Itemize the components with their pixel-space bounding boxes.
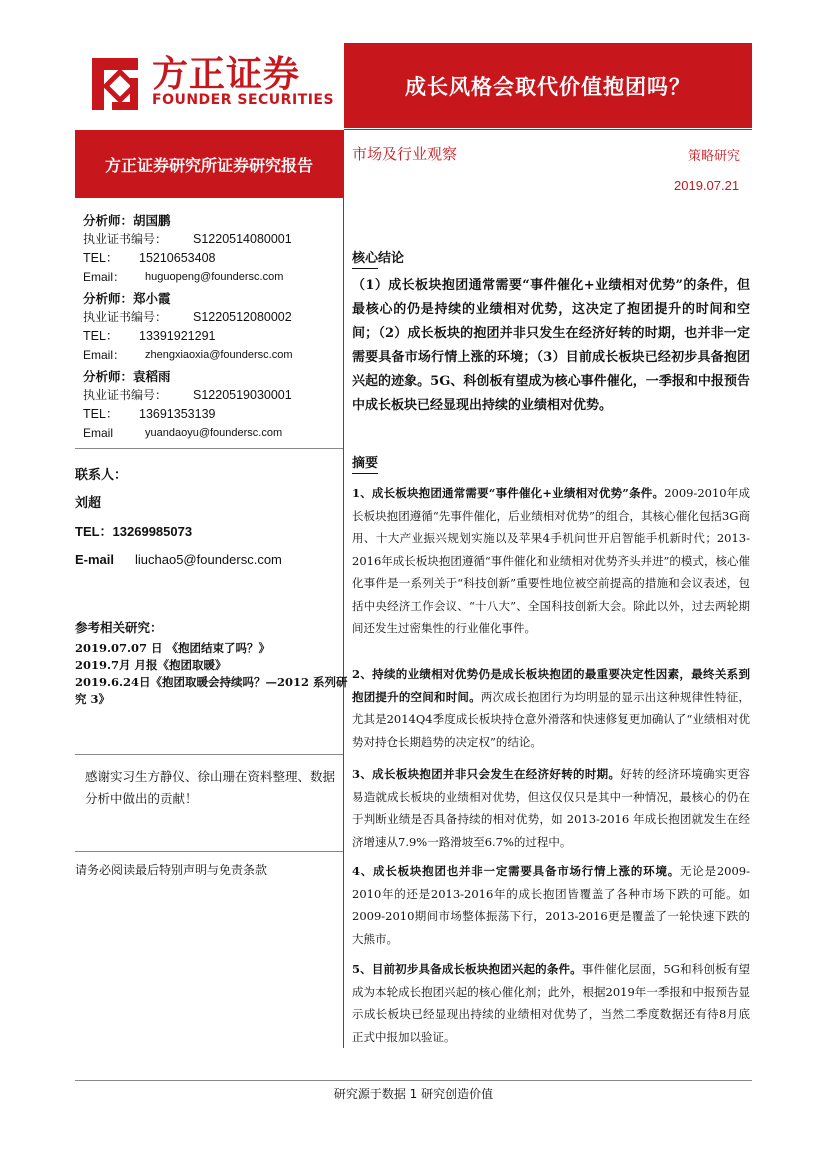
summary-lead: 2、持续的业绩相对优势仍是成长板块抱团的最重要决定性因素，最终关系到抱团提升的空间和时间。 — [352, 667, 750, 704]
contact-label: 联系人： — [75, 468, 128, 483]
summary-body: 好转的经济环境确实更容易造就成长板块的业绩相对优势，但这仅仅只是其中一种情况，最核心的仍在于判断业绩是否具备持续的相对优势，如 2013-2016 年成长抱团就发生在经济增速从7.9%一路滑坡至6.7%的过程中。 — [352, 767, 751, 849]
logo-subtitle: FOUNDER SECURITIES — [152, 92, 335, 108]
section-divider — [75, 851, 343, 852]
cert-label: 执业证书编号： — [83, 310, 168, 324]
email-link[interactable]: zhengxiaoxia@foundersc.com — [145, 349, 293, 361]
analyst-name: 分析师：郑小霞 — [83, 291, 171, 306]
column-divider — [343, 130, 344, 1048]
related-research-item[interactable]: 2019.7月 月报《抱团取暖》 — [75, 658, 227, 672]
footer-divider — [75, 1080, 752, 1081]
email-label: Email — [83, 426, 114, 440]
related-research-item[interactable]: 2019.07.07 日 《抱团结束了吗？》 — [75, 641, 271, 655]
disclaimer-note: 请务必阅读最后特别声明与免责条款 — [75, 863, 268, 877]
summary-lead: 5、目前初步具备成长板块抱团兴起的条件。 — [352, 962, 582, 976]
footer-slogan: 研究源于数据 1 研究创造价值 — [333, 1087, 494, 1101]
contact-name: 刘超 — [75, 496, 102, 511]
section-divider — [75, 448, 343, 449]
report-title-box — [344, 43, 752, 128]
analyst-name: 分析师：胡国鹏 — [83, 213, 171, 228]
tel-number: 13391921291 — [139, 329, 216, 343]
tel-number: 13691353139 — [139, 407, 216, 421]
related-research-item[interactable]: 2019.6.24日《抱团取暖会持续吗？—2012 系列研 — [75, 675, 348, 689]
analyst-name: 分析师：袁稻雨 — [83, 369, 171, 384]
report-banner — [75, 130, 343, 198]
cert-label: 执业证书编号： — [83, 388, 168, 402]
summary-lead: 3、成长板块抱团并非只会发生在经济好转的时期。 — [352, 767, 621, 781]
report-type: 策略研究 — [688, 149, 741, 164]
tel-label: TEL： — [83, 407, 119, 421]
contact-email-label: E-mail — [75, 552, 115, 567]
tel-label: TEL： — [83, 329, 119, 343]
report-date: 2019.07.21 — [674, 178, 740, 193]
analyst-block — [83, 367, 292, 443]
report-banner-text: 方正证券研究所证券研究报告 — [104, 155, 313, 175]
core-conclusion: （1）成长板块抱团通常需要“事件催化+业绩相对优势”的条件，但最核心的仍是持续的业绩相对优势，这决定了抱团提升的时间和空间；（2）成长板块的抱团并非只发生在经济好转的时期，也并非一定需要具备市场行情上涨的环境；（3）目前成长板块已经初步具备抱团兴起的迹象。5G、科创板有望成为核心事件催化，一季报和中报预告中成长板块已经显现出持续的业绩相对优势。 — [352, 278, 750, 413]
report-category: 市场及行业观察 — [352, 145, 458, 163]
cert-number: S1220512080002 — [193, 310, 292, 324]
tel-label: TEL： — [83, 251, 119, 265]
summary-lead: 4、成长板块抱团也并非一定需要具备市场行情上涨的环境。 — [352, 864, 681, 878]
section-divider — [75, 754, 343, 755]
summary-paragraph — [352, 763, 750, 853]
acknowledgement: 感谢实习生方静仪、徐山珊在资料整理、数据分析中做出的贡献！ — [85, 769, 336, 806]
summary-body: 两次成长抱团行为均明显的显示出这种规律性特征，尤其是2014Q4季度成长板块持仓意外滑落和快速修复更加确认了“业绩相对优势对持仓长期趋势的决定权”的结论。 — [352, 689, 751, 749]
email-link[interactable]: huguopeng@foundersc.com — [145, 271, 284, 283]
summary-body: 2009-2010年成长板块抱团遵循“先事件催化，后业绩相对优势”的组合，其核心催化包括3G商用、十大产业振兴规划实施以及苹果4手机问世开启智能手机新时代；2013-2016年成长板块抱团遵循“事件催化和业绩相对优势齐头并进”的模式，核心催化事件是一系列关于“科技创新”重要性地位被空前提高的措施和会议表述，包括中央经济工作会议、“十八大”、全国科技创新大会。除此以外，过去两轮期间还发生过密集性的行业催化事件。 — [352, 486, 750, 635]
company-logo — [86, 52, 335, 116]
email-label: Email： — [83, 270, 126, 284]
cert-number: S1220514080001 — [193, 232, 292, 246]
summary-paragraph — [352, 663, 750, 753]
summary-paragraph — [352, 958, 750, 1048]
summary-paragraph — [352, 482, 750, 640]
logo-name: 方正证券 — [152, 54, 301, 95]
summary-body: 事件催化层面，5G和科创板有望成为本轮成长抱团兴起的核心催化剂；此外，根据2019年一季报和中报预告显示成长板块已经显现出持续的业绩相对优势了，当然二季度数据还有待8月底正式中报加以验证。 — [352, 962, 750, 1044]
report-title: 成长风格会取代价值抱团吗？ — [405, 73, 691, 99]
contact-block — [75, 462, 282, 575]
email-link[interactable]: yuandaoyu@foundersc.com — [145, 427, 283, 439]
core-heading: 核心结论 — [352, 247, 404, 269]
analyst-block — [83, 211, 292, 287]
analyst-block — [83, 289, 293, 365]
related-research-heading: 参考相关研究： — [75, 620, 163, 635]
email-label: Email： — [83, 348, 126, 362]
contact-tel: TEL：13269985073 — [75, 524, 193, 539]
founder-logo-icon — [86, 54, 144, 114]
cert-label: 执业证书编号： — [83, 232, 168, 246]
summary-heading: 摘要 — [352, 452, 378, 474]
summary-body: 无论是2009-2010年的还是2013-2016年的成长抱团皆覆盖了各种市场下跌的可能。如2009-2010期间市场整体振荡下行，2013-2016更是覆盖了一轮快速下跌的大熊市。 — [352, 864, 751, 946]
related-research — [75, 619, 348, 708]
summary-paragraph — [352, 860, 750, 950]
tel-number: 15210653408 — [139, 251, 216, 265]
header-divider — [344, 129, 752, 130]
related-research-item[interactable]: 究 3》 — [75, 692, 111, 706]
summary-lead: 1、成长板块抱团通常需要“事件催化+业绩相对优势”条件。 — [352, 486, 665, 500]
contact-email-link[interactable]: liuchao5@foundersc.com — [135, 552, 282, 567]
cert-number: S1220519030001 — [193, 388, 292, 402]
